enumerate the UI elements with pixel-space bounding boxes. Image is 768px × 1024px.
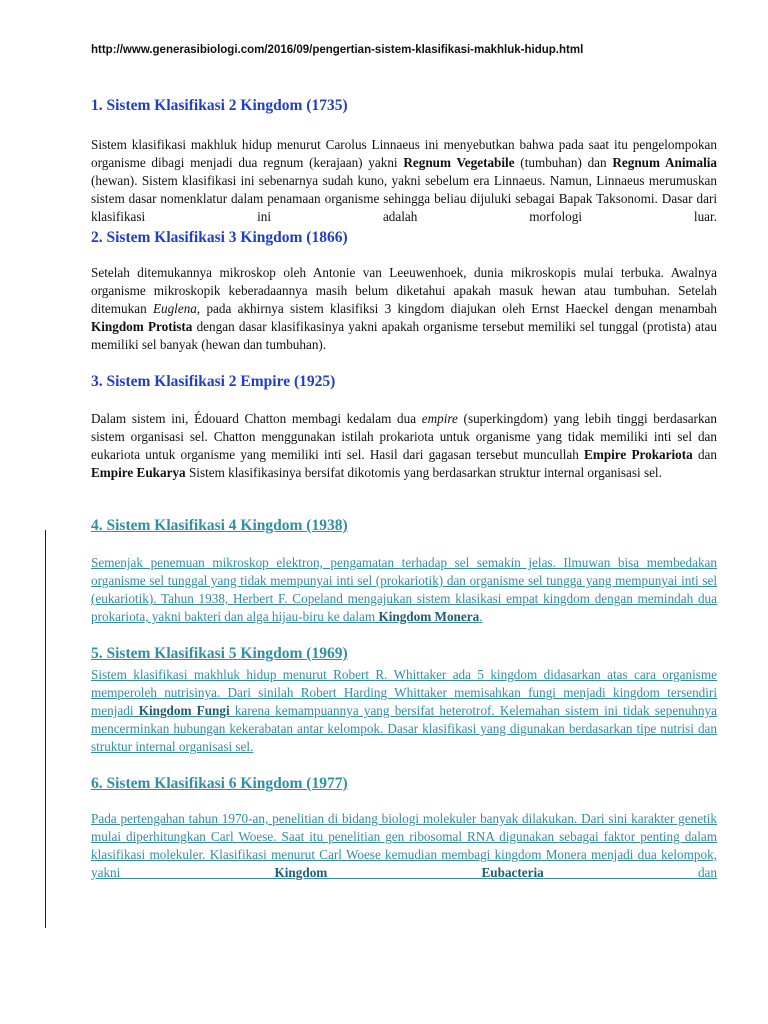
margin-line [45,530,46,928]
term-empire-eukarya: Empire Eukarya [91,465,186,480]
section-5-kingdom [91,644,717,756]
term-kingdom-eubacteria[interactable]: Kingdom Eubacteria [274,865,544,880]
section-4-paragraph[interactable]: Semenjak penemuan mikroskop elektron, pengamatan terhadap sel semakin jelas. Ilmuwan bisa membedakan organisme sel tunggal yang tidak mempunyai inti sel (prokariotik) dan organisme sel tungga yang mempunyai inti sel (eukariotik). Tahun 1938, Herbert F. Copeland mengajukan sistem klasikasi empat kingdom dengan memindah dua prokariota, yakni bakteri dan alga hijau-biru ke dalam Kingdom Monera. [91,555,717,624]
term-regnum-animalia: Regnum Animalia [612,155,718,170]
section-6-kingdom [91,774,717,882]
section-4-heading[interactable]: 4. Sistem Klasifikasi 4 Kingdom (1938) [91,517,348,534]
term-kingdom-protista: Kingdom Protista [91,319,193,334]
term-empire-prokariota: Empire Prokariota [584,447,693,462]
term-regnum-vegetabile: Regnum Vegetabile [403,155,515,170]
term-euglena: Euglena [152,301,197,316]
section-2-heading: 2. Sistem Klasifikasi 3 Kingdom (1866) [91,229,348,246]
section-5-paragraph[interactable]: Sistem klasifikasi makhluk hidup menurut Robert R. Whittaker ada 5 kingdom didasarkan atas cara organisme memperoleh nutrisinya. Dari sinilah Robert Harding Whittaker memisahkan fungi menjadi kingdom tersendiri menjadi Kingdom Fungi karena kemampuannya yang bersifat heterotrof. Kelemahan sistem ini tidak sepenuhnya mencerminkan hubungan kekerabatan antar kelompok. Dasar klasifikasi yang digunakan berdasarkan tipe nutrisi dan struktur internal organisasi sel. [91,667,718,754]
section-6-paragraph[interactable]: Pada pertengahan tahun 1970-an, penelitian di bidang biologi molekuler banyak dilakukan. Dari sini karakter genetik mulai diperhitungkan Carl Woese. Saat itu penelitian gen ribosomal RNA digunakan sebagai faktor penting dalam klasifikasi molekuler. Klasifikasi menurut Carl Woese kemudian membagi kingdom Monera menjadi dua kelompok, yakni Kingdom Eubacteria dan [91,811,717,880]
section-2-empire [91,372,717,482]
term-empire: empire [421,411,458,426]
section-3-kingdom [91,228,717,354]
section-2-paragraph: Setelah ditemukannya mikroskop oleh Antonie van Leeuwenhoek, dunia mikroskopis mulai terbuka. Awalnya organisme mikroskopik keberadaannya masih belum diketahui apakah masuk hewan atau tumbuhan. Setelah ditemukan Euglena, pada akhirnya sistem klasifiksi 3 kingdom diajukan oleh Ernst Haeckel dengan menambah Kingdom Protista dengan dasar klasifikasinya yakni apakah organisme tersebut memiliki sel tunggal (protista) atau memiliki sel banyak (hewan dan tumbuhan). [91,265,717,352]
term-kingdom-monera[interactable]: Kingdom Monera [378,609,480,624]
section-6-heading[interactable]: 6. Sistem Klasifikasi 6 Kingdom (1977) [91,775,348,792]
source-url: http://www.generasibiologi.com/2016/09/pengertian-sistem-klasifikasi-makhluk-hidup.html [91,44,584,56]
section-5-heading[interactable]: 5. Sistem Klasifikasi 5 Kingdom (1969) [91,645,348,662]
section-1-heading: 1. Sistem Klasifikasi 2 Kingdom (1735) [91,97,348,114]
document-body [91,96,717,882]
section-3-paragraph: Dalam sistem ini, Édouard Chatton membagi kedalam dua empire (superkingdom) yang lebih tinggi berdasarkan sistem organisasi sel. Chatton menggunakan istilah prokariota untuk organisme yang tidak memiliki inti sel dan eukariota untuk organisme yang memiliki inti sel. Hasil dari gagasan tersebut muncullah Empire Prokariota dan Empire Eukarya Sistem klasifikasinya bersifat dikotomis yang berdasarkan struktur internal organisasi sel. [91,411,717,480]
section-4-kingdom [91,516,717,626]
term-kingdom-fungi[interactable]: Kingdom Fungi [138,703,230,718]
section-2-kingdom [91,96,717,226]
section-1-paragraph: Sistem klasifikasi makhluk hidup menurut Carolus Linnaeus ini menyebutkan bahwa pada saat itu pengelompokan organisme dibagi menjadi dua regnum (kerajaan) yakni Regnum Vegetabile (tumbuhan) dan Regnum Animalia (hewan). Sistem klasifikasi ini sebenarnya sudah kuno, yakni sebelum era Linnaeus. Namun, Linnaeus merumuskan sistem dasar nomenklatur dalam penamaan organisme sehingga beliau dijuluki sebagai Bapak Taksonomi. Dasar dari klasifikasi ini adalah morfologi luar. [91,137,718,224]
section-3-heading: 3. Sistem Klasifikasi 2 Empire (1925) [91,373,336,390]
